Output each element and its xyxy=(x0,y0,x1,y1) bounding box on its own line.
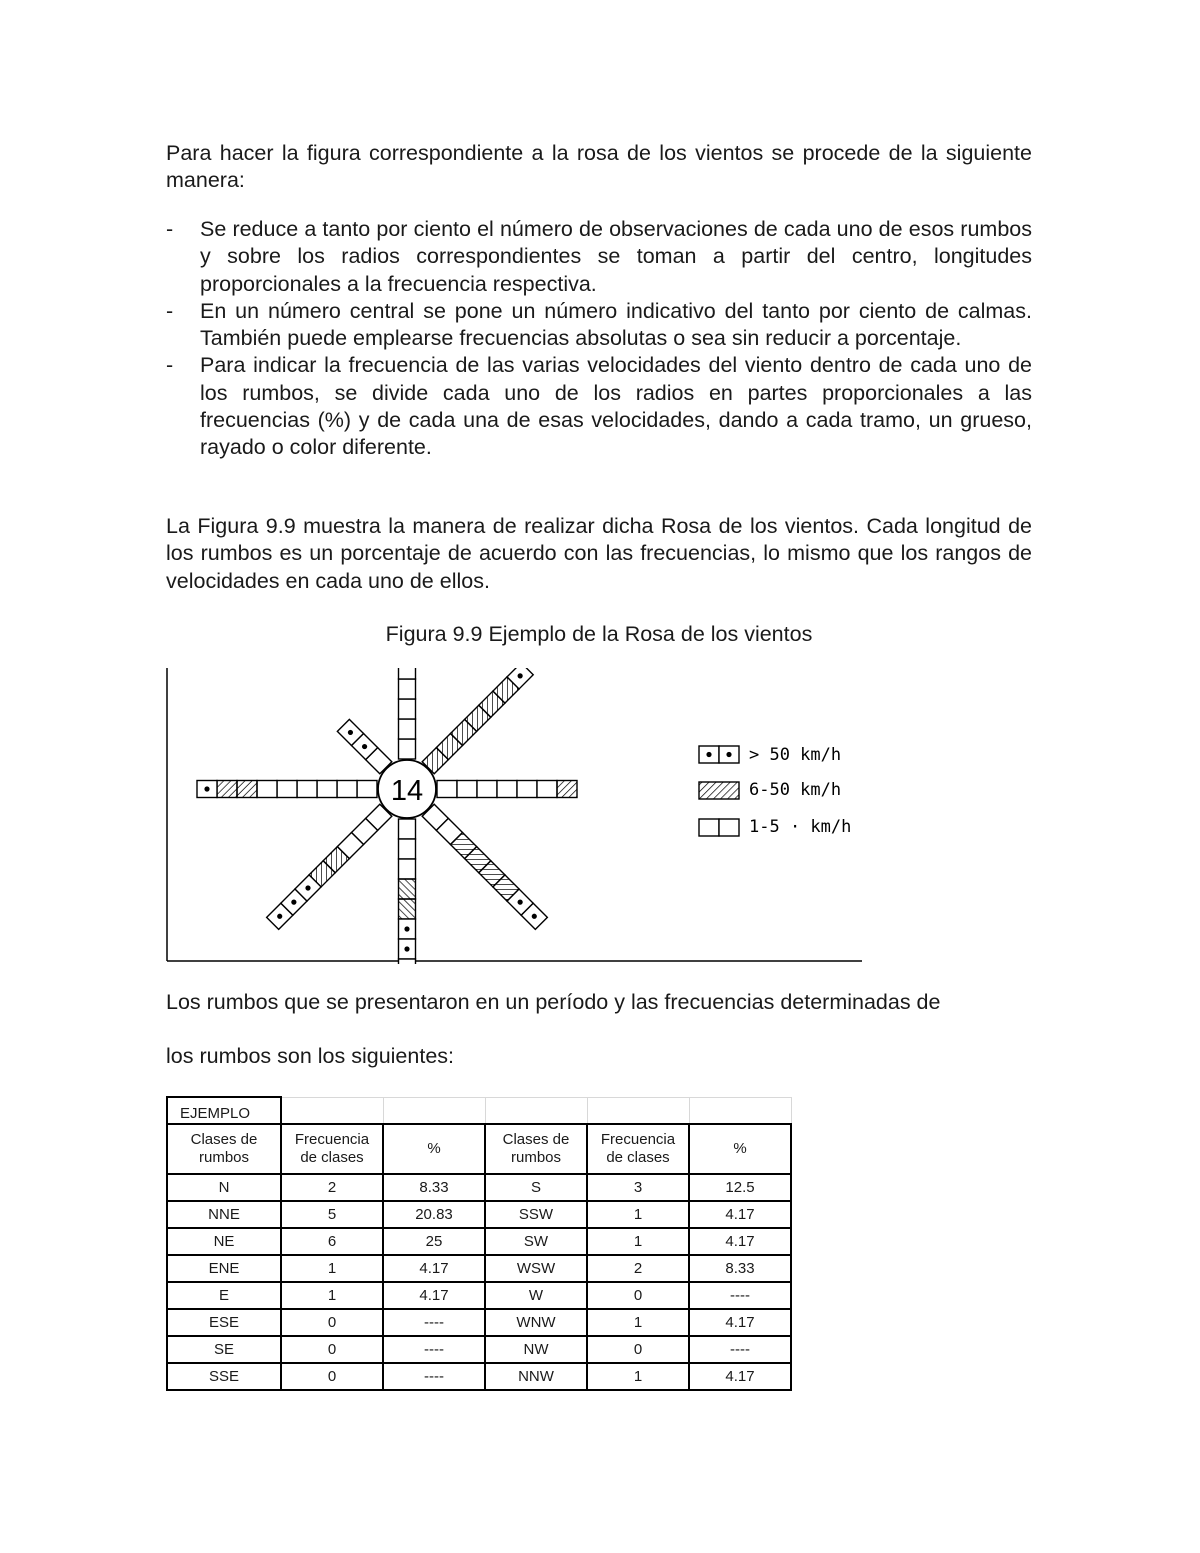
rumbos-line-2: los rumbos son los siguientes: xyxy=(166,1044,455,1068)
table-row xyxy=(167,1228,791,1255)
table-row xyxy=(167,1363,791,1390)
wind-rose-ray xyxy=(437,781,577,798)
table-row xyxy=(167,1255,791,1282)
table-cell: 0 xyxy=(281,1336,383,1363)
ray-segment xyxy=(317,781,337,798)
ray-segment xyxy=(399,879,416,899)
ray-segment xyxy=(399,959,416,964)
table-row xyxy=(167,1201,791,1228)
ray-segment xyxy=(557,781,577,798)
ray-segment-dot xyxy=(204,786,209,791)
ray-segment xyxy=(477,781,497,798)
table-cell: 0 xyxy=(587,1282,689,1309)
legend-label: > 50 km/h xyxy=(749,745,842,765)
legend xyxy=(699,745,851,837)
table-cell: WNW xyxy=(485,1309,587,1336)
table-row xyxy=(167,1336,791,1363)
table-cell: 12.5 xyxy=(689,1174,791,1201)
ray-segment xyxy=(277,781,297,798)
figure-caption: Figura 9.9 Ejemplo de la Rosa de los vientos xyxy=(385,622,813,646)
ray-segment xyxy=(399,859,416,879)
ray-segment xyxy=(399,699,416,719)
ray-segment-dot xyxy=(404,946,409,951)
table-cell: E xyxy=(167,1282,281,1309)
wind-rose-ray xyxy=(422,668,533,774)
ray-segment xyxy=(399,679,416,699)
ray-segment xyxy=(257,781,277,798)
legend-item-hatch xyxy=(699,780,841,800)
table-cell: ---- xyxy=(383,1363,485,1390)
bullet-dash: - xyxy=(166,298,174,323)
table-cell: 4.17 xyxy=(689,1309,791,1336)
column-header: Clases de rumbos xyxy=(167,1124,281,1174)
table-cell: 3 xyxy=(587,1174,689,1201)
table-cell: SSW xyxy=(485,1201,587,1228)
table-cell: 4.17 xyxy=(689,1363,791,1390)
ray-segment-dot xyxy=(404,926,409,931)
table-row xyxy=(167,1282,791,1309)
table-cell: 8.33 xyxy=(689,1255,791,1282)
list-item-text: Se reduce a tanto por ciento el número de observaciones de cada uno de esos rumbos y sobre los radios correspondientes se toman a partir del centro, longitudes proporcionales a la frecuencia respectiva. xyxy=(200,217,1032,296)
wind-rose-ray xyxy=(399,819,416,964)
table-cell: 0 xyxy=(587,1336,689,1363)
legend-item-plain xyxy=(699,817,851,837)
ray-segment xyxy=(217,781,237,798)
ray-segment xyxy=(297,781,317,798)
column-header: Clases de rumbos xyxy=(485,1124,587,1174)
wind-rose-figure xyxy=(165,668,865,964)
wind-rose-ray xyxy=(337,719,391,773)
table-cell: ---- xyxy=(383,1309,485,1336)
legend-label: 1-5 · km/h xyxy=(749,817,852,837)
table-cell xyxy=(485,1097,587,1124)
table-cell xyxy=(281,1097,383,1124)
table-cell: ESE xyxy=(167,1309,281,1336)
wind-rose-ray xyxy=(267,804,392,929)
ray-segment xyxy=(399,739,416,759)
table-cell: 4.17 xyxy=(383,1282,485,1309)
table-cell: S xyxy=(485,1174,587,1201)
ray-segment xyxy=(399,719,416,739)
table-cell: 4.17 xyxy=(689,1201,791,1228)
table-cell: NW xyxy=(485,1336,587,1363)
table-cell: 4.17 xyxy=(383,1255,485,1282)
table-cell: 0 xyxy=(281,1363,383,1390)
table-cell: 1 xyxy=(587,1228,689,1255)
wind-rose-ray xyxy=(399,668,416,759)
table-cell: ---- xyxy=(689,1282,791,1309)
table-cell xyxy=(689,1097,791,1124)
table-header-row xyxy=(167,1124,791,1174)
table-cell: 6 xyxy=(281,1228,383,1255)
ray-segment xyxy=(237,781,257,798)
column-header: Frecuencia de clases xyxy=(587,1124,689,1174)
calm-center-value: 14 xyxy=(390,775,424,807)
column-header: % xyxy=(383,1124,485,1174)
ray-segment xyxy=(457,781,477,798)
rumbos-line-1: Los rumbos que se presentaron en un período y las frecuencias determinadas de xyxy=(166,990,941,1014)
table-row xyxy=(167,1174,791,1201)
table-cell: 1 xyxy=(587,1309,689,1336)
table-cell: 8.33 xyxy=(383,1174,485,1201)
table-cell: ENE xyxy=(167,1255,281,1282)
wind-rose-ray xyxy=(197,781,377,798)
table-cell: 20.83 xyxy=(383,1201,485,1228)
list-item xyxy=(166,298,1032,353)
table-cell: NNE xyxy=(167,1201,281,1228)
ray-segment xyxy=(399,819,416,839)
table-cell: NNW xyxy=(485,1363,587,1390)
list-item-text: Para indicar la frecuencia de las varias velocidades del viento dentro de cada uno de los rumbos, se divide cada uno de los radios en partes proporcionales a las frecuencias (%) y de cada una de esas velocidades, dando a cada tramo, un grueso, rayado o color diferente. xyxy=(200,353,1032,460)
wind-rose-ray xyxy=(422,804,547,929)
list-item-text: En un número central se pone un número indicativo del tanto por ciento de calmas. También puede emplearse frecuencias absolutas o sea sin reducir a porcentaje. xyxy=(200,298,1032,351)
table-label: EJEMPLO xyxy=(167,1097,281,1124)
figure-description-paragraph: La Figura 9.9 muestra la manera de realizar dicha Rosa de los vientos. Cada longitud de los rumbos es un porcentaje de acuerdo con las frecuencias, lo mismo que los rangos de velocidades en cada uno de ellos. xyxy=(166,514,1032,593)
table-cell: 2 xyxy=(587,1255,689,1282)
table-label-row xyxy=(167,1097,791,1124)
ray-segment xyxy=(399,899,416,919)
table-cell: N xyxy=(167,1174,281,1201)
table-cell: NE xyxy=(167,1228,281,1255)
table-cell: W xyxy=(485,1282,587,1309)
legend-item-dots xyxy=(699,745,841,765)
legend-label: 6-50 km/h xyxy=(749,780,842,800)
bullet-dash: - xyxy=(166,353,174,378)
table-cell: ---- xyxy=(383,1336,485,1363)
table-cell: 25 xyxy=(383,1228,485,1255)
ray-segment xyxy=(537,781,557,798)
ray-segment xyxy=(497,781,517,798)
table-cell: 0 xyxy=(281,1309,383,1336)
table-cell: SE xyxy=(167,1336,281,1363)
wind-rose-rays xyxy=(197,668,577,964)
table-row xyxy=(167,1309,791,1336)
table-cell: 1 xyxy=(587,1201,689,1228)
table-cell: 2 xyxy=(281,1174,383,1201)
list-item xyxy=(166,216,1032,298)
table-cell: 1 xyxy=(281,1255,383,1282)
table-cell: SSE xyxy=(167,1363,281,1390)
ray-segment xyxy=(399,668,416,679)
column-header: Frecuencia de clases xyxy=(281,1124,383,1174)
intro-paragraph: Para hacer la figura correspondiente a la rosa de los vientos se procede de la siguiente manera: xyxy=(166,141,1032,193)
table-cell: 4.17 xyxy=(689,1228,791,1255)
ray-segment xyxy=(357,781,377,798)
list-item xyxy=(166,352,1032,461)
frequency-table xyxy=(166,1096,792,1391)
table-cell xyxy=(383,1097,485,1124)
table-cell xyxy=(587,1097,689,1124)
bullet-dash: - xyxy=(166,217,174,241)
table-cell: 5 xyxy=(281,1201,383,1228)
table-cell: 1 xyxy=(587,1363,689,1390)
table-cell: SW xyxy=(485,1228,587,1255)
ray-segment xyxy=(517,781,537,798)
ray-segment xyxy=(437,781,457,798)
table-cell: WSW xyxy=(485,1255,587,1282)
ray-segment xyxy=(399,839,416,859)
column-header: % xyxy=(689,1124,791,1174)
table-cell: 1 xyxy=(281,1282,383,1309)
steps-list xyxy=(166,216,1032,462)
table-cell: ---- xyxy=(689,1336,791,1363)
ray-segment xyxy=(337,781,357,798)
